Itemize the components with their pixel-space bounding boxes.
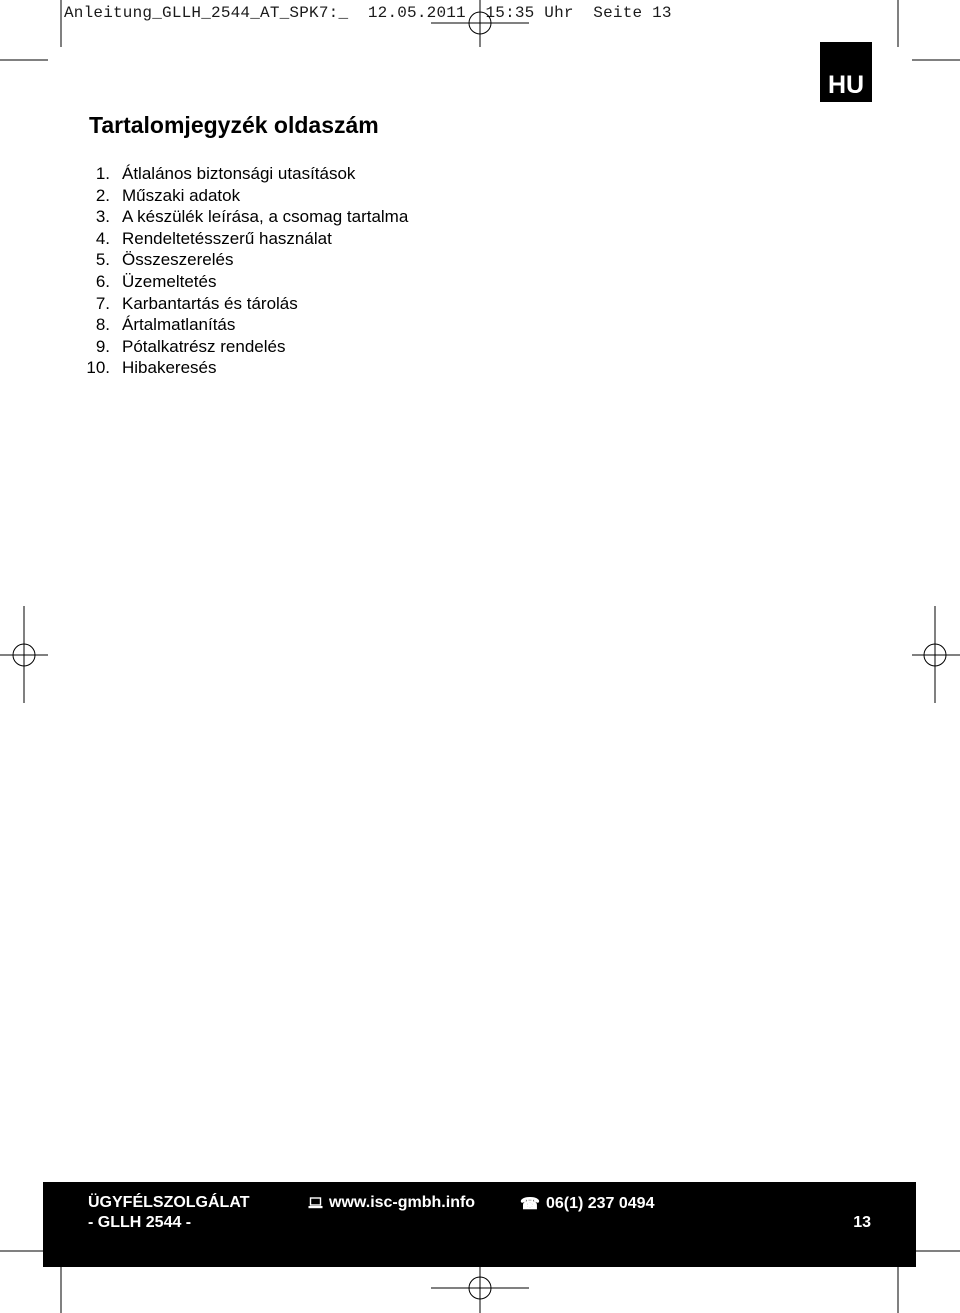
- toc-item-number: 7.: [95, 293, 110, 313]
- toc-item-number: 3.: [95, 207, 110, 227]
- footer-phone: [520, 1194, 654, 1214]
- phone-number: 06(1) 237 0494: [545, 1195, 655, 1212]
- toc-item-number: 10.: [86, 358, 110, 378]
- toc-item: [80, 206, 408, 228]
- toc-item-number: 1.: [95, 164, 110, 183]
- toc-item-number: 8.: [95, 315, 110, 335]
- toc-item-number: 6.: [95, 271, 110, 291]
- toc-item-label: A készülék leírása, a csomag tartalma: [122, 207, 409, 227]
- toc-item-label: Pótalkatrész rendelés: [122, 336, 286, 356]
- computer-icon: [308, 1197, 323, 1209]
- toc-item-label: Üzemeltetés: [122, 271, 217, 291]
- toc-item-label: Átlalános biztonsági utasítások: [122, 164, 356, 183]
- toc-item-number: 2.: [95, 185, 110, 205]
- toc-item-label: Rendeltetésszerű használat: [122, 228, 332, 248]
- toc-item-label: Karbantartás és tárolás: [122, 293, 298, 313]
- toc-item: [80, 357, 408, 379]
- toc-list: [80, 163, 408, 379]
- model-label: - GLLH 2544 -: [88, 1214, 192, 1231]
- toc-item: [80, 228, 408, 250]
- toc-item-label: Összeszerelés: [122, 250, 234, 270]
- toc-item-label: Hibakeresés: [122, 358, 217, 378]
- footer-website: [308, 1194, 475, 1212]
- toc-item: [80, 314, 408, 336]
- toc-item-number: 9.: [95, 336, 110, 356]
- print-slug-line: Anleitung_GLLH_2544_AT_SPK7:_ 12.05.2011 15:35 Uhr Seite 13: [64, 4, 672, 22]
- toc-item-number: 5.: [95, 250, 110, 270]
- toc-item-label: Műszaki adatok: [122, 185, 241, 205]
- toc-item: [80, 163, 408, 185]
- customer-service-label: ÜGYFÉLSZOLGÁLAT: [88, 1194, 250, 1211]
- website-text[interactable]: www.isc-gmbh.info: [329, 1194, 476, 1211]
- toc-item-number: 4.: [95, 228, 110, 248]
- footer-bar: [43, 1182, 916, 1267]
- toc-item-label: Ártalmatlanítás: [122, 315, 236, 335]
- toc-item: [80, 271, 408, 293]
- telephone-icon: ☎: [520, 1196, 540, 1213]
- toc-title: Tartalomjegyzék oldaszám: [89, 112, 379, 138]
- toc-item: [80, 249, 408, 271]
- toc-item: [80, 293, 408, 315]
- toc-item: [80, 185, 408, 207]
- language-badge: HU: [820, 42, 872, 102]
- page-number: 13: [853, 1214, 871, 1231]
- toc-item: [80, 336, 408, 358]
